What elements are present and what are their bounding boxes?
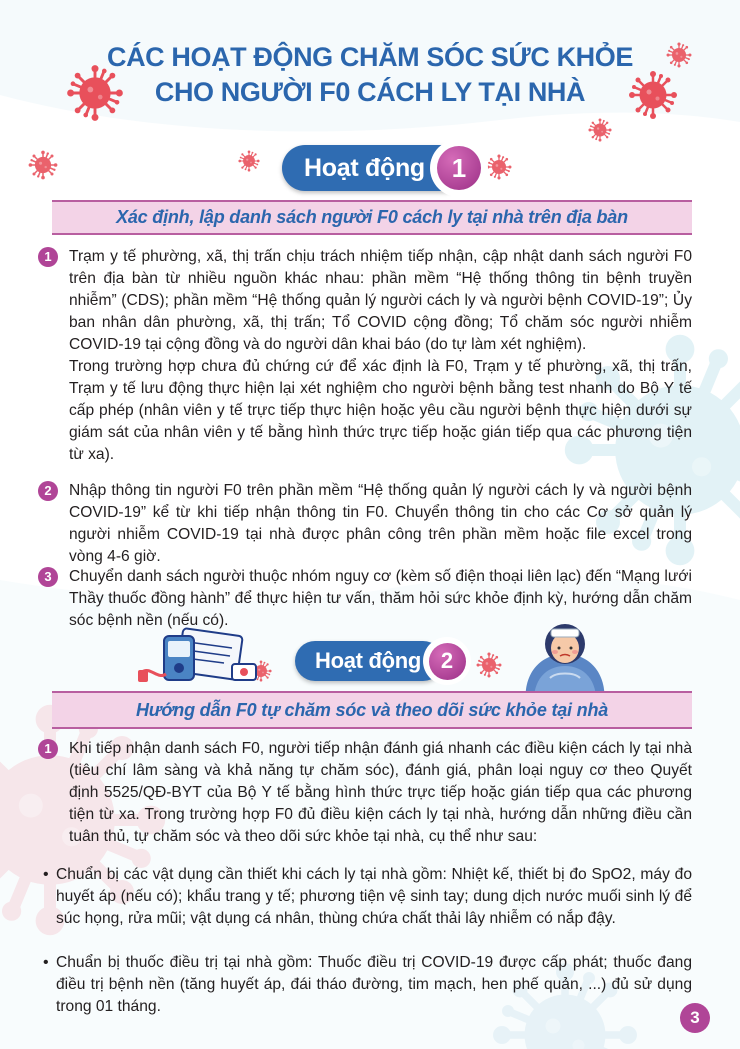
activity-1-number-circle [430, 139, 488, 197]
activity-2-number: 2 [429, 643, 466, 680]
page-title [0, 40, 740, 110]
item-number-bullet: 1 [38, 247, 58, 267]
activity-1-item-1 [38, 246, 692, 466]
item-number-bullet: 3 [38, 567, 58, 587]
medical-devices-illustration [136, 626, 260, 688]
activity-1-number: 1 [437, 146, 481, 190]
activity-2-item-1 [38, 738, 692, 848]
paragraph: Trạm y tế phường, xã, thị trấn chịu trách nhiệm tiếp nhận, cập nhật danh sách người F0 trên địa bàn từ nhiều nguồn khác nhau: phần mềm “Hệ thống thông tin bệnh truyền nhiễm” (CDS); phần mềm “Hệ thống quản lý người cách ly và người bệnh COVID-19”; Ủy ban nhân dân phường, xã, thị trấn; Tổ COVID cộng đồng; Tổ chăm sóc người nhiễm COVID-19 tại cộng đồng và do người dân khai báo (do tự làm xét nghiệm). [69, 248, 692, 353]
paragraph: Trong trường hợp chưa đủ chứng cứ để xác định là F0, Trạm y tế phường, xã, thị trấn, Trạm y tế lưu động thực hiện lại xét nghiệm cho người bệnh bằng test nhanh do Bộ Y tế cấp phép (nhân viên y tế trực tiếp thực hiện hoặc yêu cầu người bệnh thực hiện dưới sự giám sát của nhân viên y tế bằng hình thức trực tiếp hoặc gián tiếp qua các phương tiện từ xa). [69, 358, 692, 463]
bullet-dot-icon: • [43, 954, 49, 971]
activity-2-badge [295, 641, 454, 681]
activity-1-item-2 [38, 480, 692, 568]
section-1-heading: Xác định, lập danh sách người F0 cách ly tại nhà trên địa bàn [52, 200, 692, 235]
activity-1-label: Hoạt động [304, 153, 425, 182]
bullet-dot-icon: • [43, 866, 49, 883]
page-title-line-1: CÁC HOẠT ĐỘNG CHĂM SÓC SỨC KHỎE [106, 42, 633, 72]
activity-2-bullet-2 [43, 952, 692, 1018]
activity-2-bullet-1 [43, 864, 692, 930]
item-number-bullet: 2 [38, 481, 58, 501]
bullet-text: Chuẩn bị thuốc điều trị tại nhà gồm: Thuốc điều trị COVID-19 được cấp phát; thuốc đang điều trị bệnh nền (tăng huyết áp, đái tháo đường, tim mạch, hen phế quản, ...) đủ sử dụng trong 01 tháng. [56, 954, 692, 1015]
bullet-text: Chuẩn bị các vật dụng cần thiết khi cách ly tại nhà gồm: Nhiệt kế, thiết bị đo SpO2, máy đo huyết áp (nếu có); khẩu trang y tế; phương tiện vệ sinh tay; dung dịch nước muối sinh lý để súc họng, rửa mũi; vật dụng cá nhân, thùng chứa chất thải lây nhiễm có nắp đậy. [56, 866, 692, 927]
item-number-bullet: 1 [38, 739, 58, 759]
paragraph: Nhập thông tin người F0 trên phần mềm “Hệ thống quản lý người cách ly và người bệnh COVID-19” kể từ khi tiếp nhận thông tin F0. Chuyển thông tin cho các Cơ sở quản lý người nhiễm COVID-19 tại nhà được phân công trên phần mềm hoặc file excel trong vòng 4-6 giờ. [69, 482, 692, 565]
section-2-heading: Hướng dẫn F0 tự chăm sóc và theo dõi sức khỏe tại nhà [52, 691, 692, 729]
activity-2-label: Hoạt động [315, 648, 422, 673]
activity-1-badge [282, 145, 466, 191]
page-number: 3 [680, 1003, 710, 1033]
page-title-line-2: CHO NGƯỜI F0 CÁCH LY TẠI NHÀ [154, 77, 586, 107]
activity-2-number-circle [423, 637, 471, 685]
paragraph: Chuyển danh sách người thuộc nhóm nguy cơ (kèm số điện thoại liên lạc) đến “Mạng lưới Thầy thuốc đồng hành” để thực hiện tư vấn, thăm hỏi sức khỏe định kỳ, hướng dẫn chăm sóc bệnh nền (nếu có). [69, 568, 692, 629]
paragraph: Khi tiếp nhận danh sách F0, người tiếp nhận đánh giá nhanh các điều kiện cách ly tại nhà (tiêu chí lâm sàng và khả năng tự chăm sóc), đánh giá, phân loại nguy cơ theo Quyết định 5525/QĐ-BYT của Bộ Y tế bằng hình thức trực tiếp hoặc gián tiếp qua các phương tiện từ xa. Trong trường hợp F0 đủ điều kiện cách ly tại nhà, hướng dẫn những điều cần tuân thủ, tự chăm sóc và theo dõi sức khỏe tại nhà, cụ thể như sau: [69, 740, 692, 845]
